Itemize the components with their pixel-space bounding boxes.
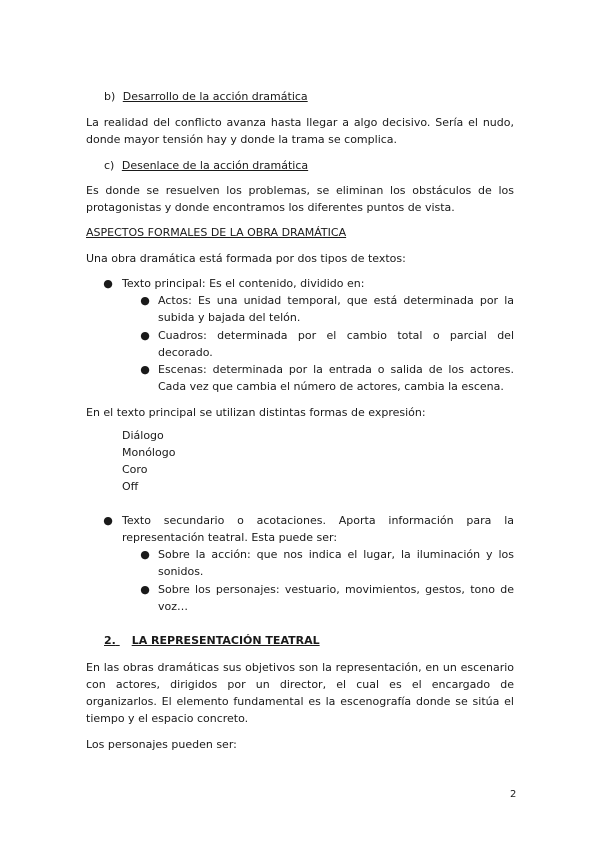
- sub-sobre-personajes: Sobre los personajes: vestuario, movimientos, gestos, tono de voz…: [158, 583, 514, 613]
- forma-dialogo: Diálogo: [122, 429, 164, 442]
- section-c-marker: c): [104, 159, 115, 172]
- section-b-heading: [104, 88, 308, 105]
- para-representacion: En las obras dramáticas sus objetivos son la representación, en un escenario con actores, dirigidos por un director, el cual es el encargado de organizarlos. El elemento fundamental es la escenografía donde se sitúa el tiempo y el espacio concreto.: [86, 661, 514, 725]
- sub-sobre-accion: Sobre la acción: que nos indica el lugar, la iluminación y los sonidos.: [158, 548, 514, 578]
- section-2-number: 2.: [104, 634, 116, 647]
- para-desenlace: Es donde se resuelven los problemas, se eliminan los obstáculos de los protagonistas y donde encontramos los diferentes puntos de vista.: [86, 184, 514, 214]
- section-2-title: LA REPRESENTACIÓN TEATRAL: [131, 634, 320, 647]
- sub-escenas: Escenas: determinada por la entrada o salida de los actores. Cada vez que cambia el número de actores, cambia la escena.: [158, 363, 514, 393]
- bullet-sobre-accion: ●: [140, 548, 150, 561]
- section-b-title: Desarrollo de la acción dramática: [122, 90, 308, 103]
- section-b-marker: b): [104, 90, 116, 103]
- sub-cuadros: Cuadros: determinada por el cambio total o parcial del decorado.: [158, 329, 514, 359]
- bullet-actos: ●: [140, 294, 150, 307]
- forma-off: Off: [122, 480, 139, 493]
- bullet-texto-secundario: ●: [103, 514, 113, 527]
- bullet-texto-principal: ●: [103, 277, 113, 290]
- bullet-escenas: ●: [140, 363, 150, 376]
- personajes-intro: Los personajes pueden ser:: [86, 738, 237, 751]
- section-c-title: Desenlace de la acción dramática: [121, 159, 309, 172]
- texto-secundario: Texto secundario o acotaciones. Aporta información para la representación teatral. Esta puede ser:: [122, 514, 514, 544]
- intro-textos: Una obra dramática está formada por dos tipos de textos:: [86, 252, 406, 265]
- forma-monologo: Monólogo: [122, 446, 176, 459]
- section-2-heading: [104, 632, 320, 649]
- section-c-heading: [104, 157, 308, 174]
- bullet-sobre-personajes: ●: [140, 583, 150, 596]
- para-desarrollo: La realidad del conflicto avanza hasta llegar a algo decisivo. Sería el nudo, donde mayor tensión hay y donde la trama se complica.: [86, 116, 514, 146]
- aspectos-heading: ASPECTOS FORMALES DE LA OBRA DRAMÁTICA: [86, 226, 347, 239]
- page-number: 2: [510, 789, 517, 800]
- forma-coro: Coro: [122, 463, 148, 476]
- formas-intro: En el texto principal se utilizan distintas formas de expresión:: [86, 406, 426, 419]
- sub-actos: Actos: Es una unidad temporal, que está determinada por la subida y bajada del telón.: [158, 294, 514, 324]
- bullet-cuadros: ●: [140, 329, 150, 342]
- texto-principal: Texto principal: Es el contenido, dividido en:: [122, 277, 365, 290]
